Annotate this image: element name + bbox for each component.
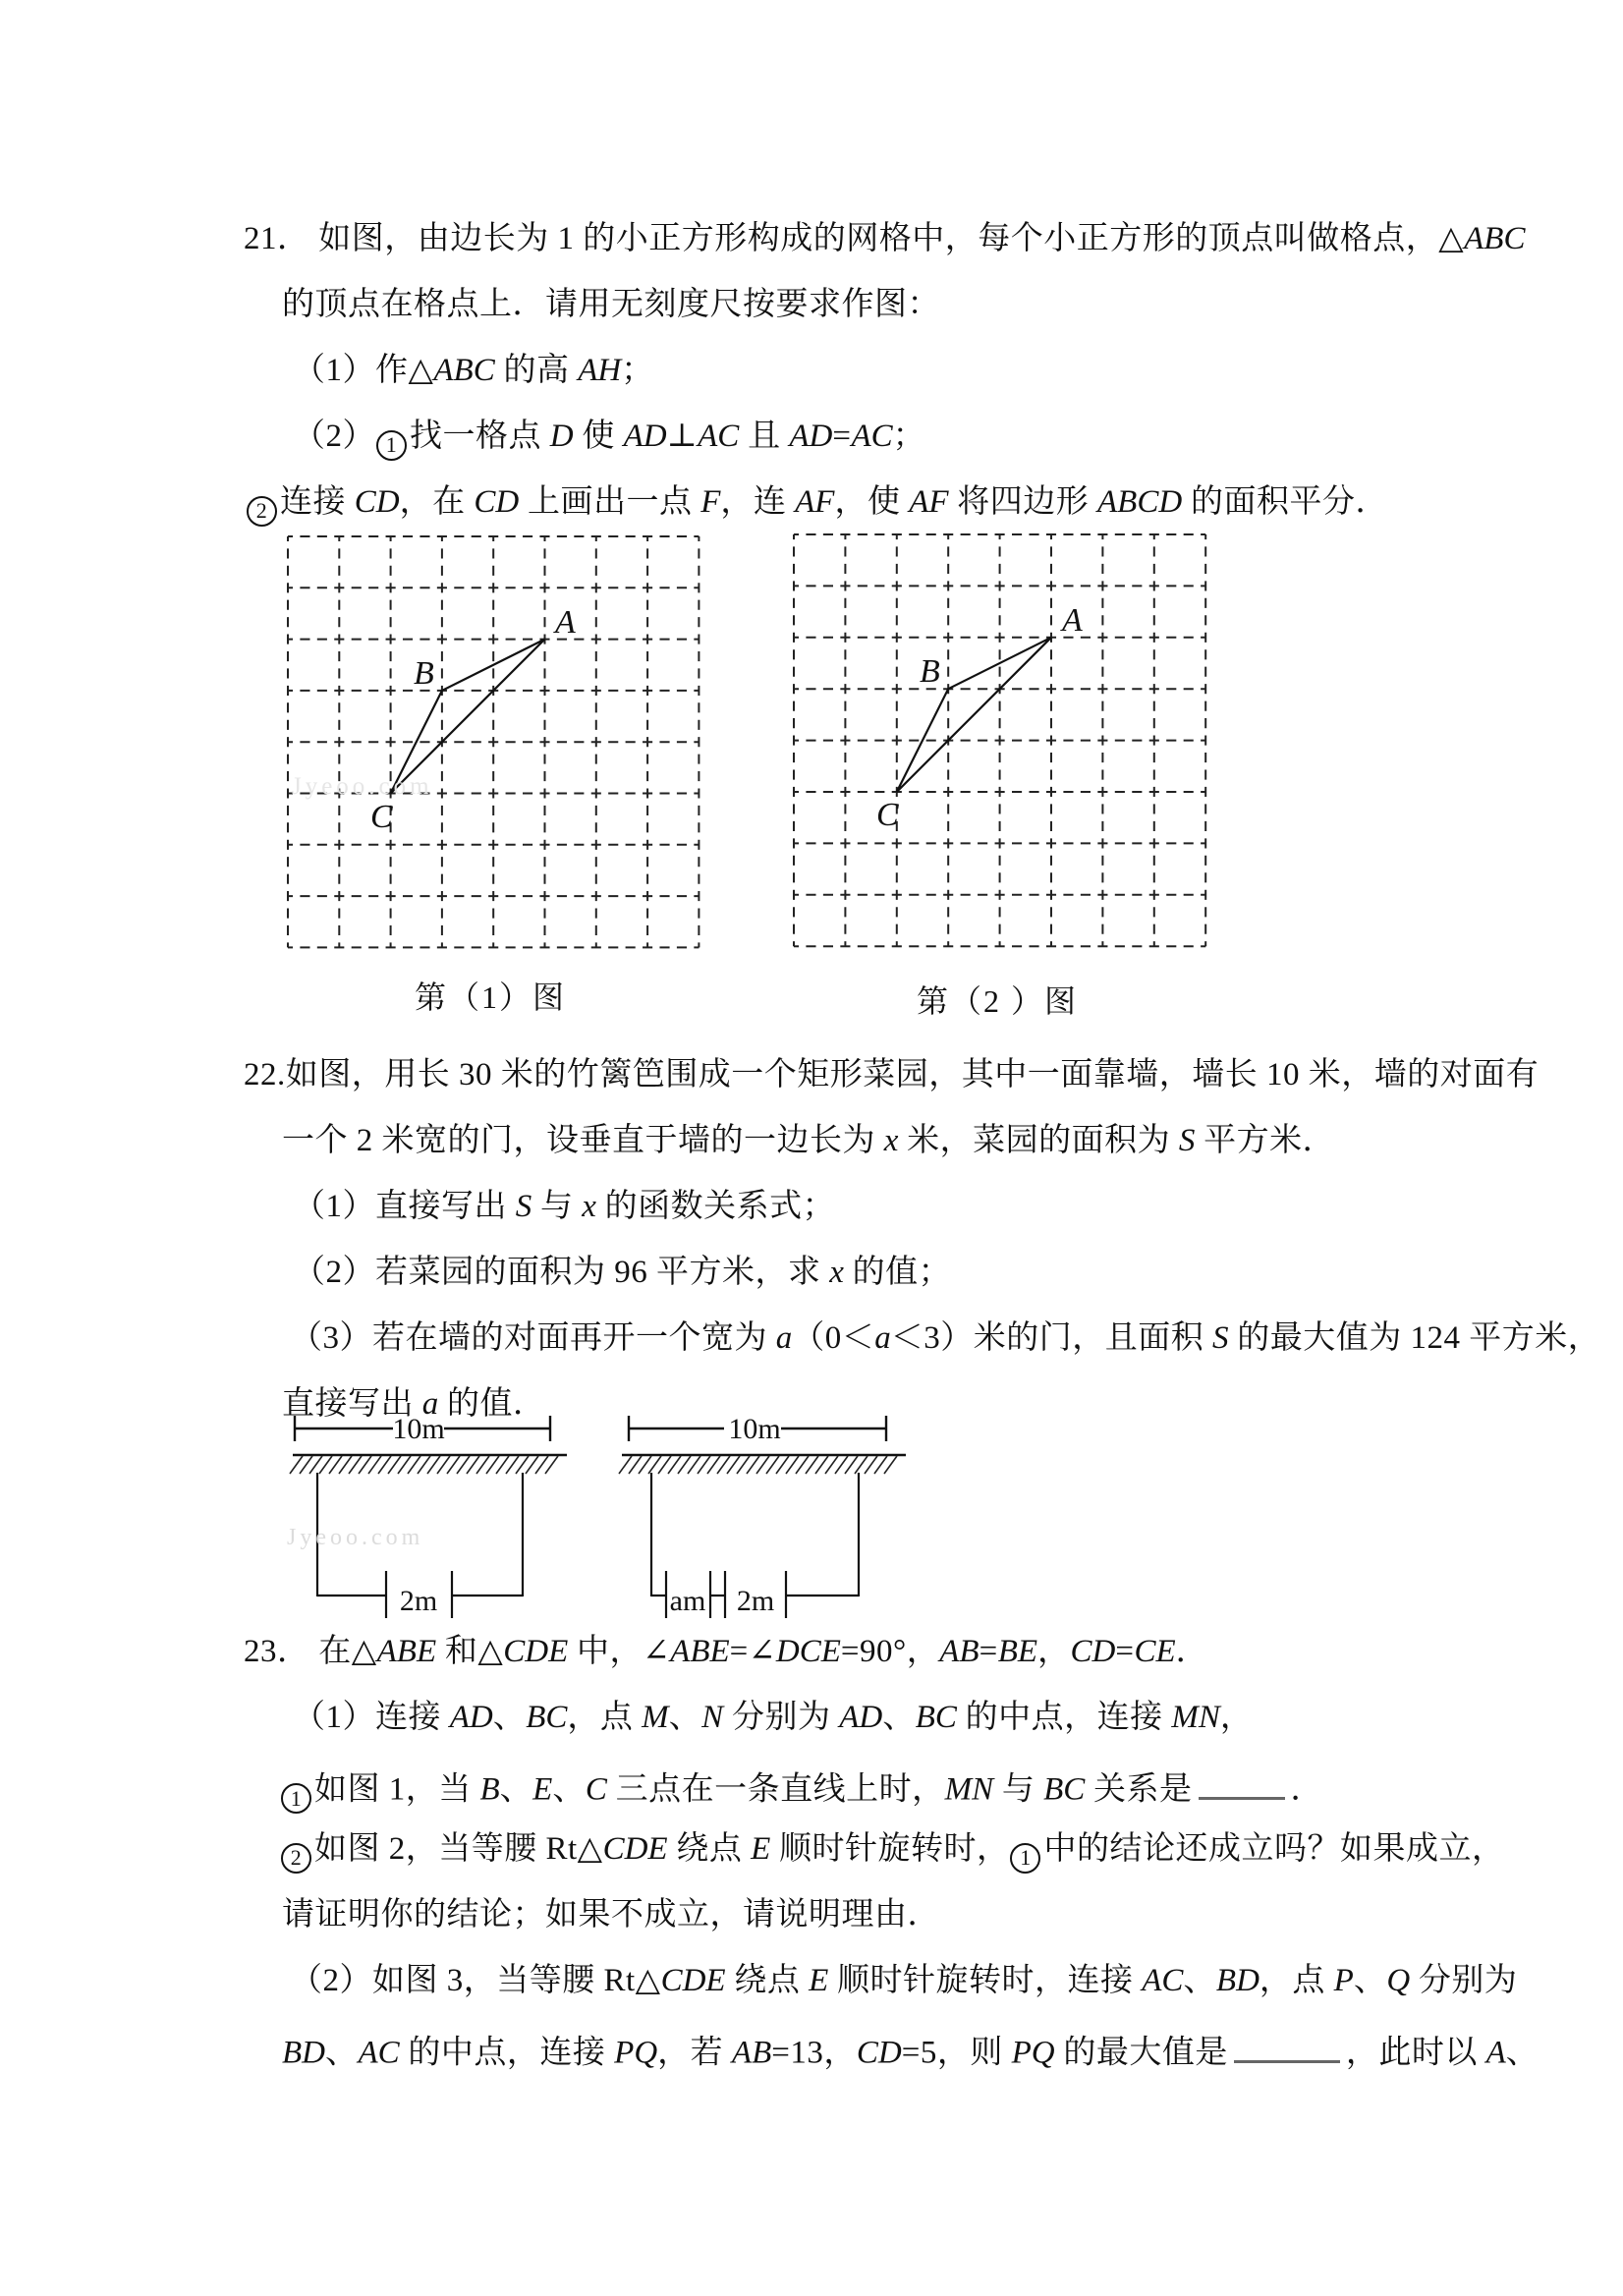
dimension-label: 10m xyxy=(392,1413,445,1445)
math-variable: AD xyxy=(839,1700,883,1735)
text-segment: 直接写出 xyxy=(282,1386,422,1422)
math-variable: E xyxy=(809,1963,829,1998)
text-segment: 、 xyxy=(552,1771,586,1808)
text-segment: 、 xyxy=(499,1771,533,1808)
math-variable: AD xyxy=(623,419,667,454)
text-segment: 如图 1，当 xyxy=(314,1771,480,1808)
math-variable: CD xyxy=(354,484,400,520)
text-segment: （1）作△ xyxy=(293,353,434,388)
text-segment: 的面积平分． xyxy=(1182,484,1388,520)
math-variable: M xyxy=(642,1700,669,1735)
text-segment: = xyxy=(1115,1634,1135,1669)
vertex-label: C xyxy=(369,798,393,835)
text-segment: 且 xyxy=(739,419,790,454)
math-variable: P xyxy=(1333,1963,1354,1998)
blank-underline xyxy=(1234,2026,1340,2063)
text-segment: ，点 xyxy=(567,1700,643,1735)
text-segment: 21． 如图，由边长为 1 的小正方形构成的网格中，每个小正方形的顶点叫做格点，△ xyxy=(244,221,1465,256)
text-segment: 、 xyxy=(1505,2035,1539,2071)
text-line xyxy=(280,1828,1504,1874)
math-variable: AC xyxy=(358,2035,400,2071)
text-segment: 如图 2，当等腰 Rt△ xyxy=(314,1831,603,1867)
text-segment: （2） xyxy=(293,419,375,454)
vertex-label: A xyxy=(554,603,576,641)
math-variable: x xyxy=(883,1123,899,1158)
math-variable: E xyxy=(751,1831,771,1867)
circled-number: 2 xyxy=(247,496,277,527)
text-line xyxy=(293,416,925,461)
text-line xyxy=(282,2026,1539,2074)
math-variable: E xyxy=(532,1771,553,1808)
text-segment: 22.如图，用长 30 米的竹篱笆围成一个矩形菜园，其中一面靠墙，墙长 10 米，墙的对面有 xyxy=(244,1057,1539,1092)
math-variable: AB xyxy=(731,2035,772,2071)
math-variable: ABC xyxy=(433,353,495,388)
math-variable: BD xyxy=(282,2035,325,2071)
math-variable: C xyxy=(585,1771,607,1808)
text-segment: ， xyxy=(1037,1634,1071,1669)
math-variable: S xyxy=(1212,1320,1229,1356)
text-segment: 米，菜园的面积为 xyxy=(898,1123,1179,1158)
circled-number: 1 xyxy=(376,430,407,461)
math-variable: ABE xyxy=(670,1634,730,1669)
text-segment: 23． 在△ xyxy=(244,1634,377,1669)
text-segment: ， xyxy=(1219,1700,1254,1735)
text-line xyxy=(293,1252,951,1293)
text-segment: 绕点 xyxy=(667,1831,752,1867)
math-variable: CE xyxy=(1134,1634,1176,1669)
math-variable: CD xyxy=(856,2035,902,2071)
text-line xyxy=(282,1894,940,1935)
math-variable: a xyxy=(775,1320,793,1356)
circled-number: 2 xyxy=(281,1843,311,1874)
math-variable: PQ xyxy=(1011,2035,1055,2071)
text-segment: 、 xyxy=(1183,1963,1216,1998)
circled-number: 1 xyxy=(1010,1843,1040,1874)
text-segment: 绕点 xyxy=(725,1963,810,1998)
text-segment: 、 xyxy=(325,2035,359,2071)
text-line xyxy=(290,1960,1517,2001)
text-segment: ，若 xyxy=(657,2035,732,2071)
fence-figure-left xyxy=(270,1407,599,1643)
text-segment: （1）连接 xyxy=(293,1700,450,1735)
text-segment: 的最大值是 xyxy=(1054,2035,1228,2071)
math-variable: Q xyxy=(1386,1963,1411,1998)
math-variable: PQ xyxy=(614,2035,658,2071)
text-line xyxy=(282,1120,1335,1161)
blank-underline xyxy=(1199,1763,1285,1800)
text-segment: 、 xyxy=(668,1700,702,1735)
math-variable: BC xyxy=(1043,1771,1086,1808)
text-segment: ，在 xyxy=(399,484,475,520)
math-variable: BC xyxy=(526,1700,568,1735)
door-width-label: am xyxy=(669,1585,706,1617)
text-segment: 的中点，连接 xyxy=(399,2035,615,2071)
math-variable: CD xyxy=(474,484,520,520)
text-segment: 、 xyxy=(492,1700,527,1735)
circled-number: 1 xyxy=(281,1783,311,1814)
math-variable: x xyxy=(829,1255,844,1290)
text-segment: =5，则 xyxy=(901,2035,1012,2071)
text-segment: 关系是 xyxy=(1085,1771,1193,1808)
math-variable: ABCD xyxy=(1097,484,1183,520)
text-segment: ＜3）米的门，且面积 xyxy=(890,1320,1212,1356)
text-segment: 分别为 xyxy=(723,1700,840,1735)
math-variable: AC xyxy=(698,419,740,454)
text-segment: （3）若在墙的对面再开一个宽为 xyxy=(290,1320,776,1356)
text-segment: = xyxy=(979,1634,998,1669)
text-segment: =∠ xyxy=(729,1634,776,1669)
text-segment: 请证明你的结论；如果不成立，请说明理由． xyxy=(282,1897,940,1932)
text-segment: 找一格点 xyxy=(410,419,550,454)
math-variable: x xyxy=(582,1189,596,1224)
math-variable: S xyxy=(515,1189,532,1224)
vertex-label: A xyxy=(1061,601,1083,639)
text-segment: 的高 xyxy=(494,353,579,388)
math-variable: BD xyxy=(1215,1963,1259,1998)
text-segment: 三点在一条直线上时， xyxy=(606,1771,945,1808)
text-segment: 的最大值为 124 平方米， xyxy=(1228,1320,1601,1356)
text-segment: =90°， xyxy=(840,1634,940,1669)
math-variable: AF xyxy=(795,484,835,520)
text-segment: ，此时以 xyxy=(1345,2035,1486,2071)
math-variable: MN xyxy=(1171,1700,1220,1735)
text-segment: 顺时针旋转时，连接 xyxy=(828,1963,1143,1998)
text-line xyxy=(246,481,1388,527)
text-segment: ． xyxy=(1175,1634,1209,1669)
text-segment: 的顶点在格点上．请用无刻度尺按要求作图： xyxy=(282,287,940,322)
math-variable: a xyxy=(874,1320,891,1356)
math-variable: CDE xyxy=(660,1963,726,1998)
text-segment: 、 xyxy=(1353,1963,1387,1998)
text-line xyxy=(293,1186,835,1227)
math-variable: D xyxy=(549,419,574,454)
math-variable: N xyxy=(701,1700,724,1735)
text-segment: 使 xyxy=(573,419,624,454)
text-segment: 的函数关系式； xyxy=(595,1189,836,1224)
text-segment: 中，∠ xyxy=(568,1634,671,1669)
math-variable: ABE xyxy=(376,1634,437,1669)
text-segment: （0＜ xyxy=(792,1320,875,1356)
text-line xyxy=(282,284,940,325)
math-variable: AF xyxy=(909,484,949,520)
math-variable: AC xyxy=(1142,1963,1184,1998)
text-segment: （2）若菜园的面积为 96 平方米，求 xyxy=(293,1255,830,1290)
text-line xyxy=(293,350,654,391)
text-segment: 和△ xyxy=(436,1634,504,1669)
text-segment: = xyxy=(832,419,852,454)
text-segment: 的中点，连接 xyxy=(956,1700,1172,1735)
math-variable: BC xyxy=(915,1700,957,1735)
text-segment: ； xyxy=(621,353,654,388)
text-segment: ，点 xyxy=(1259,1963,1334,1998)
math-variable: CDE xyxy=(503,1634,569,1669)
text-segment: 与 xyxy=(532,1189,583,1224)
figure-caption-2: 第（2 ）图 xyxy=(916,983,1078,1019)
math-variable: A xyxy=(1485,2035,1506,2071)
math-variable: AH xyxy=(578,353,622,388)
text-segment: 、 xyxy=(882,1700,916,1735)
text-segment: 平方米． xyxy=(1195,1123,1336,1158)
vertex-label: B xyxy=(413,654,434,692)
text-segment: ，连 xyxy=(720,484,796,520)
text-segment: （2）如图 3，当等腰 Rt△ xyxy=(290,1963,661,1998)
watermark: Jyeoo.com xyxy=(291,772,433,800)
text-segment: 上画出一点 xyxy=(519,484,701,520)
math-variable: AB xyxy=(939,1634,979,1669)
text-segment: ； xyxy=(892,419,926,454)
grid-figure-1 xyxy=(285,533,701,950)
text-segment: ，使 xyxy=(834,484,910,520)
text-segment: （1）直接写出 xyxy=(293,1189,516,1224)
text-segment: ⊥ xyxy=(666,419,699,454)
math-variable: F xyxy=(700,484,721,520)
text-line xyxy=(290,1317,1600,1359)
figure-caption-1: 第（1）图 xyxy=(414,980,566,1015)
text-segment: ． xyxy=(1290,1771,1324,1808)
door-width-label: 2m xyxy=(399,1585,438,1617)
math-variable: a xyxy=(421,1386,439,1422)
math-variable: AD xyxy=(789,419,833,454)
text-segment: 的值； xyxy=(843,1255,952,1290)
text-segment: =13， xyxy=(771,2035,857,2071)
math-variable: CDE xyxy=(602,1831,668,1867)
dimension-label: 10m xyxy=(728,1413,781,1445)
text-segment: 分别为 xyxy=(1410,1963,1518,1998)
text-segment: 连接 xyxy=(280,484,355,520)
math-variable: BE xyxy=(997,1634,1038,1669)
text-line xyxy=(244,1054,1539,1095)
fence-figure-right xyxy=(604,1407,933,1643)
math-variable: DCE xyxy=(775,1634,841,1669)
math-variable: MN xyxy=(944,1771,994,1808)
text-segment: 将四边形 xyxy=(948,484,1098,520)
math-variable: CD xyxy=(1070,1634,1116,1669)
math-variable: AC xyxy=(851,419,893,454)
math-variable: ABC xyxy=(1464,221,1526,256)
math-variable: S xyxy=(1178,1123,1196,1158)
text-segment: 中的结论还成立吗？如果成立， xyxy=(1043,1831,1505,1867)
text-segment: 顺时针旋转时， xyxy=(770,1831,1010,1867)
math-variable: AD xyxy=(449,1700,493,1735)
text-segment: 一个 2 米宽的门，设垂直于墙的一边长为 xyxy=(282,1123,884,1158)
text-line xyxy=(293,1697,1253,1738)
math-variable: B xyxy=(479,1771,500,1808)
text-segment: 与 xyxy=(993,1771,1044,1808)
text-line xyxy=(244,218,1525,259)
text-line xyxy=(280,1763,1323,1814)
vertex-label: B xyxy=(919,652,940,690)
watermark: Jyeoo.com xyxy=(287,1525,424,1550)
grid-figure-2 xyxy=(791,532,1208,949)
text-segment: 的值． xyxy=(438,1386,546,1422)
vertex-label: C xyxy=(875,796,899,833)
door-width-label: 2m xyxy=(736,1585,775,1617)
